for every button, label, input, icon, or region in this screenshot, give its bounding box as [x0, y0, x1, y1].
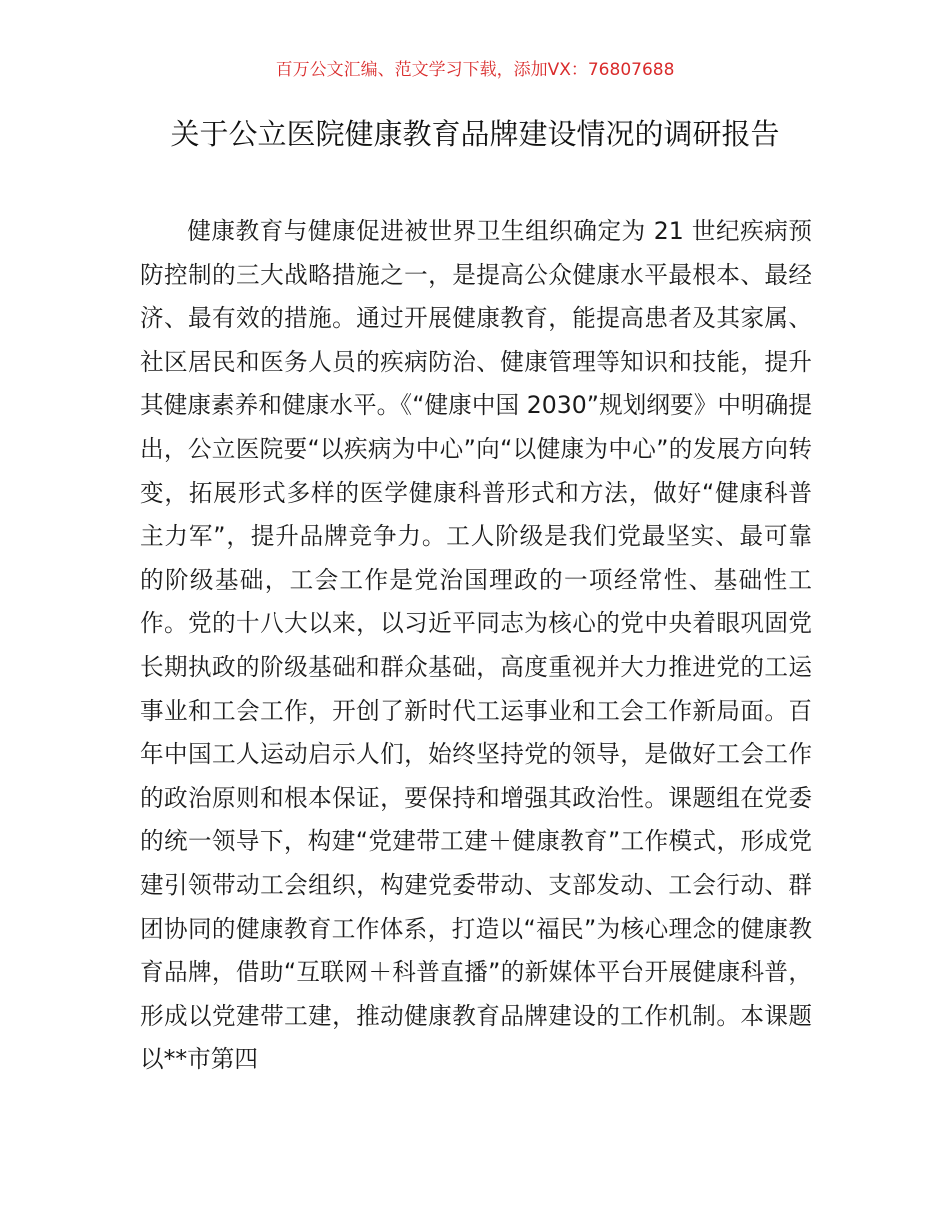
document-title: 关于公立医院健康教育品牌建设情况的调研报告 — [170, 117, 780, 151]
body-paragraph: 健康教育与健康促进被世界卫生组织确定为 21 世纪疾病预防控制的三大战略措施之一，是提高公众健康水平最根本、最经济、最有效的措施。通过开展健康教育，能提高患者及其家属、社区居民和医务人员的疾病防治、健康管理等知识和技能，提升其健康素养和健康水平。《“健康中国 2030”规划纲要》中明确提出，公立医院要“以疾病为中心”向“以健康为中心”的发展方向转变，拓展形式多样的医学健康科普形式和方法，做好“健康科普主力军”，提升品牌竞争力。工人阶级是我们党最坚实、最可靠的阶级基础，工会工作是党治国理政的一项经常性、基础性工作。党的十八大以来，以习近平同志为核心的党中央着眼巩固党长期执政的阶级基础和群众基础，高度重视并大力推进党的工运事业和工会工作，开创了新时代工运事业和工会工作新局面。百年中国工人运动启示人们，始终坚持党的领导，是做好工会工作的政治原则和根本保证，要保持和增强其政治性。课题组在党委的统一领导下，构建“党建带工建＋健康教育”工作模式，形成党建引领带动工会组织，构建党委带动、支部发动、工会行动、群团协同的健康教育工作体系，打造以“福民”为核心理念的健康教育品牌，借助“互联网＋科普直播”的新媒体平台开展健康科普，形成以党建带工建，推动健康教育品牌建设的工作机制。本课题以**市第四 — [140, 217, 812, 1074]
header-note: 百万公文汇编、范文学习下载，添加VX：76807688 — [275, 60, 675, 80]
document-body — [140, 210, 812, 1082]
